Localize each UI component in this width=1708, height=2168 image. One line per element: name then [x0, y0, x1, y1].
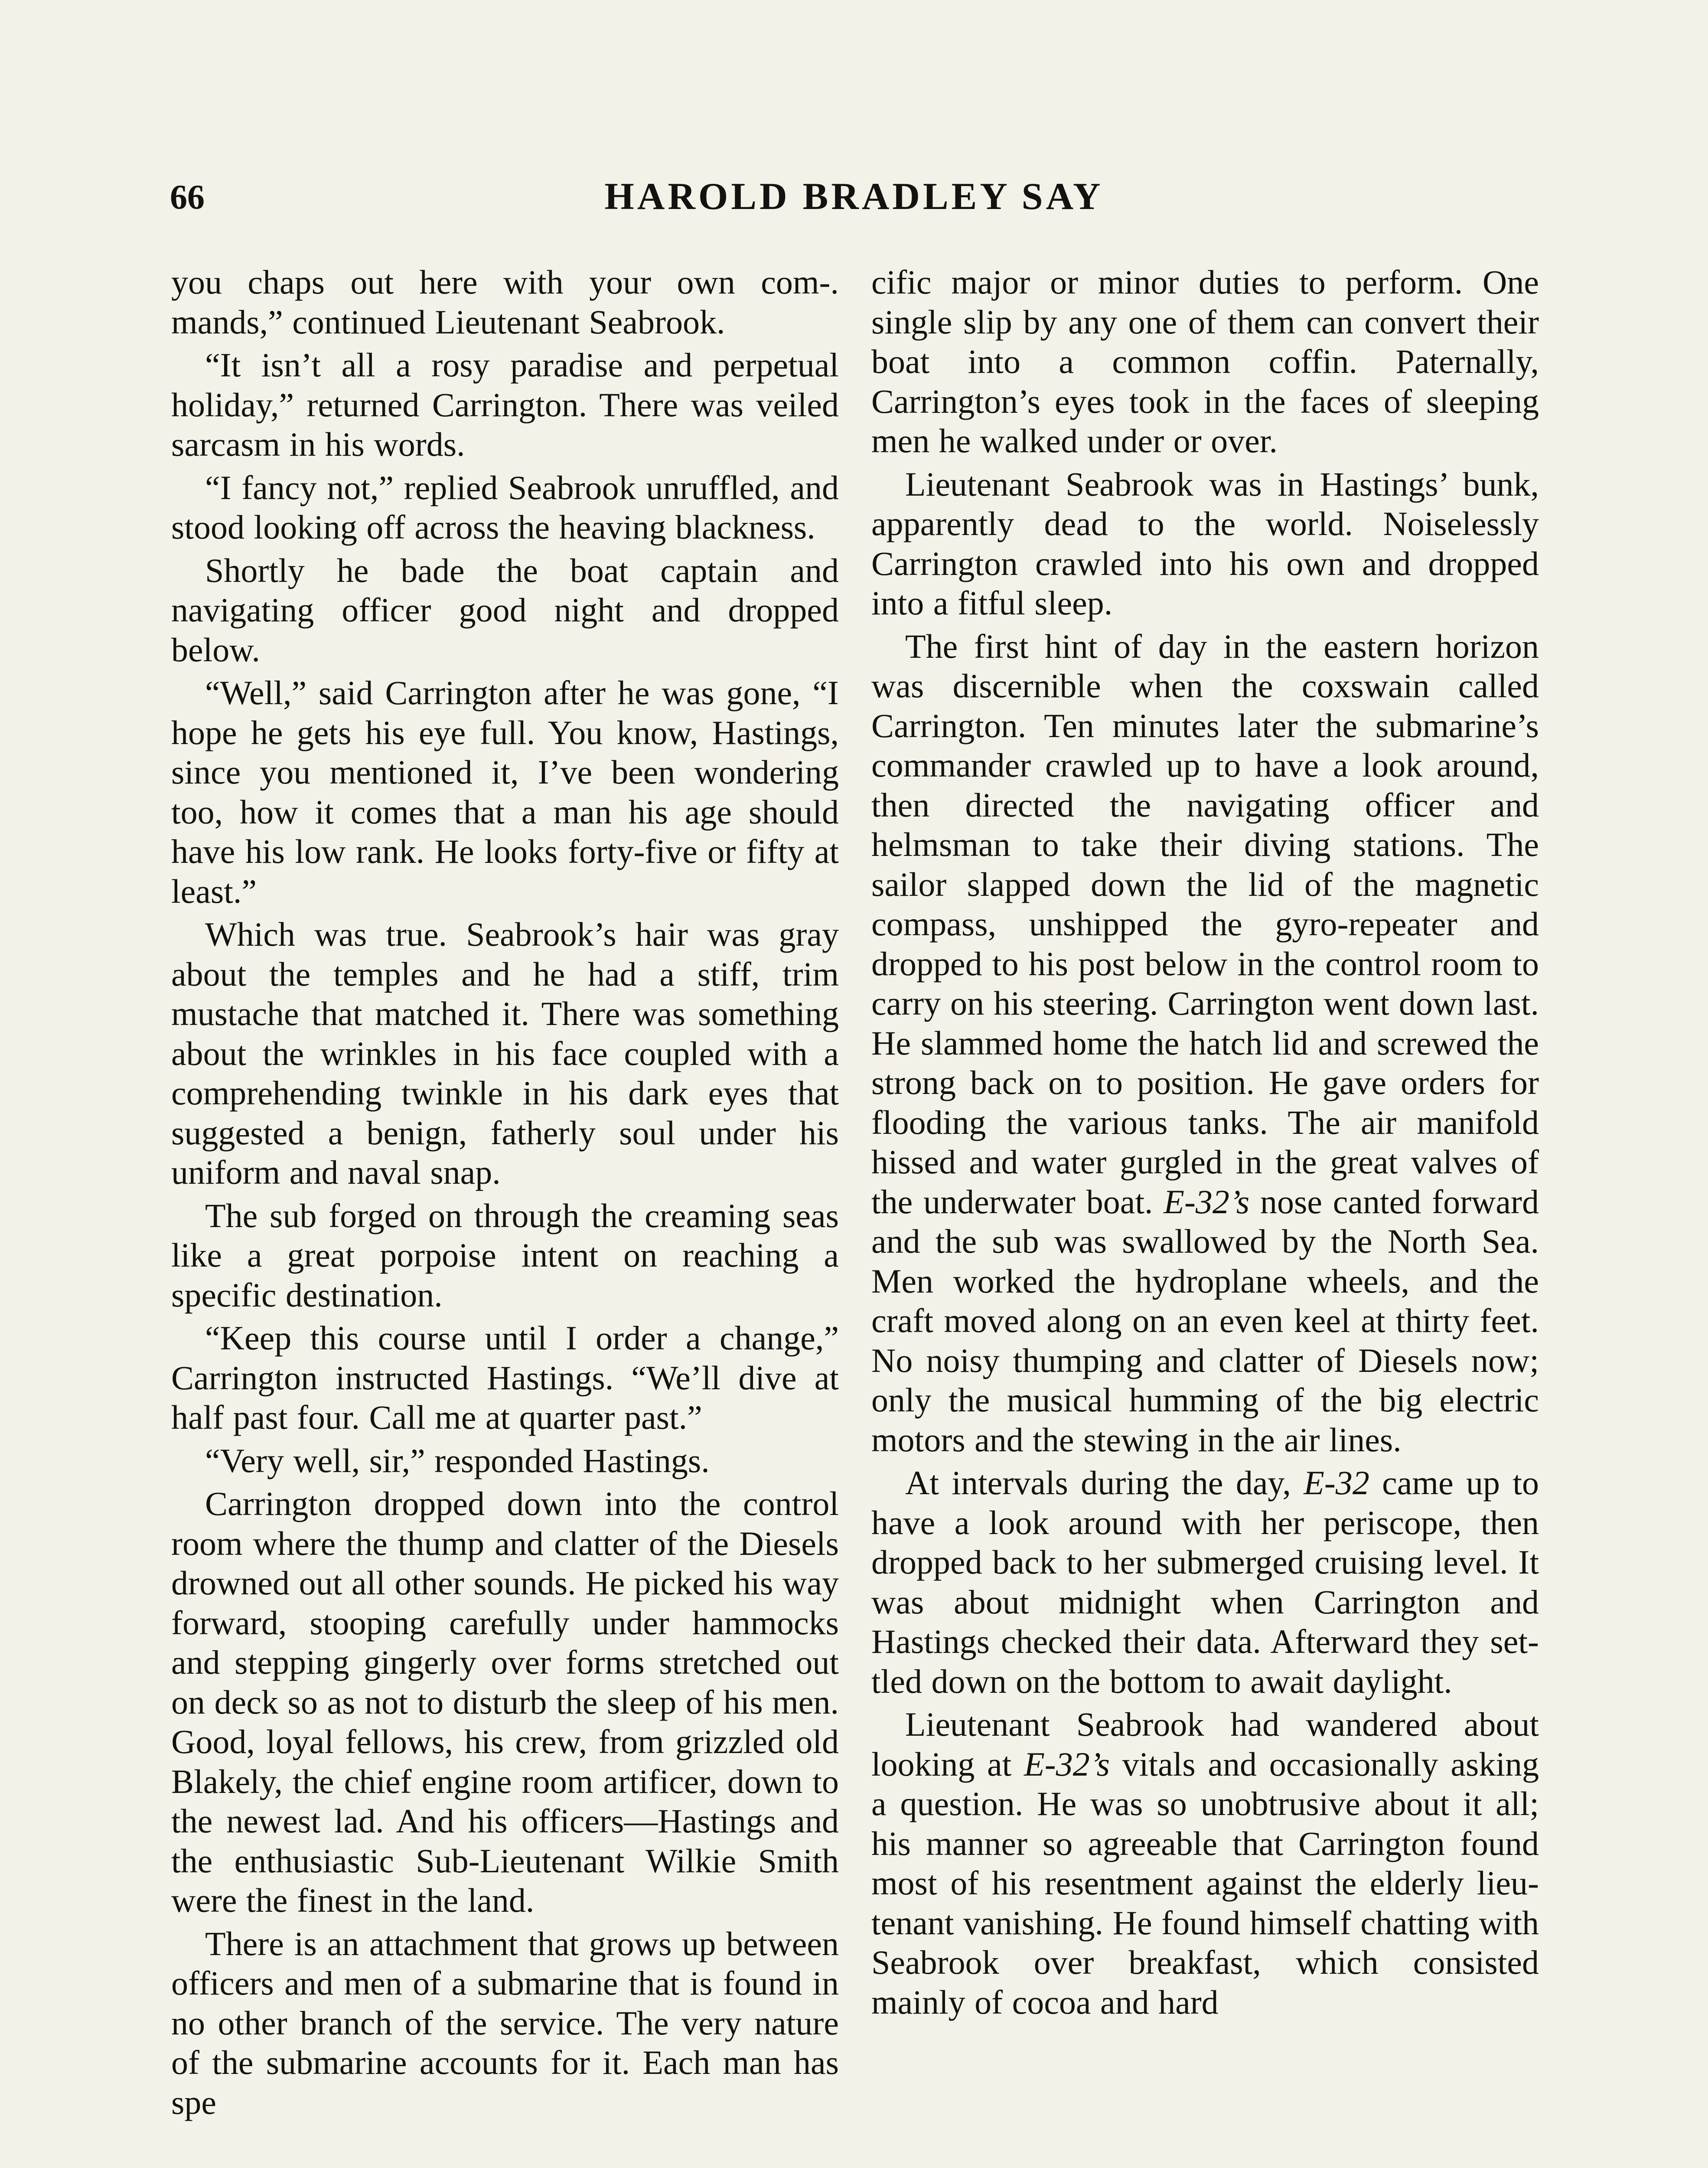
paragraph: cific major or minor duties to perform. One single slip by any one of them can convert their boat into a common coffin. Paternally, Carrington’s eyes took in the faces of sleeping men he walked under or over.	[871, 263, 1539, 460]
ship-name: E-32’s	[1024, 1745, 1110, 1783]
text-run: At intervals during the day,	[905, 1464, 1304, 1502]
paragraph: The sub forged on through the creaming seas like a great porpoise intent on reaching a specific destination.	[171, 1196, 839, 1314]
paragraph: Carrington dropped down into the control room where the thump and clatter of the Diesels drowned out all other sounds. He picked his way forward, stooping carefully under hammocks and stepping gingerly over forms stretched out on deck so as not to disturb the sleep of his men. Good, loyal fellows, his crew, from grizzled old Blakely, the chief engine room artificer, down to the newest lad. And his officers—Hastings and the enthusiastic Sub-Lieutenant Wilkie Smith were the finest in the land.	[171, 1485, 839, 1919]
paragraph: There is an attachment that grows up between officers and men of a submarine that is found in no other branch of the service. The very nature of the submarine accounts for it. Each man has spe	[171, 1924, 839, 2121]
paragraph: you chaps out here with your own com-. mands,” continued Lieutenant Seabrook.	[171, 263, 839, 341]
left-column	[171, 262, 839, 2122]
paragraph: Lieutenant Seabrook was in Hastings’ bunk, apparently dead to the world. Noiselessly Carrington crawled into his own and dropped into a fitful sleep.	[871, 465, 1539, 622]
paragraph	[871, 1704, 1539, 2022]
right-column	[871, 262, 1539, 2022]
paragraph: “Very well, sir,” responded Hastings.	[205, 1441, 710, 1479]
paragraph: “I fancy not,” replied Seabrook unruffled, and stood looking off across the heaving blackness.	[171, 468, 839, 546]
paragraph	[871, 627, 1539, 1460]
text-run: The first hint of day in the eastern horizon was discernible when the coxswain called Carrington. Ten minutes later the submarine’s commander crawled up to have a look around, then directed the navigating officer and helmsman to take their diving stations. The sailor slapped down the lid of the magnetic compass, unshipped the gyro-repeater and dropped to his post below in the control room to carry on his steering. Carrington went down last. He slammed home the hatch lid and screwed the strong back on to position. He gave orders for flooding the various tanks. The air manifold hissed and water gurgled in the great valves of the underwater boat.	[871, 627, 1539, 1221]
paragraph: “Keep this course until I order a change,” Carrington instructed Hastings. “We’ll dive at half past four. Call me at quarter past.”	[171, 1319, 839, 1436]
paragraph	[871, 1463, 1539, 1701]
text-run: nose canted forward and the sub was swallowed by the North Sea. Men worked the hydroplane wheels, and the craft moved along on an even keel at thirty feet. No noisy thumping and clatter of Diesels now; only the musical humming of the big electric motors and the stewing in the air lines.	[871, 1182, 1539, 1459]
paragraph: Which was true. Seabrook’s hair was gray about the temples and he had a stiff, trim mustache that matched it. There was something about the wrinkles in his face coupled with a comprehending twinkle in his dark eyes that suggested a benign, fatherly soul under his uniform and naval snap.	[171, 915, 839, 1191]
text-run: Lieutenant Seabrook had wandered about looking at	[871, 1705, 1539, 1783]
running-head: HAROLD BRADLEY SAY	[604, 176, 1104, 218]
ship-name: E-32’s	[1164, 1182, 1250, 1221]
ship-name: E-32	[1304, 1464, 1369, 1502]
text-run: vitals and occasionally asking a question. He was so unobtrusive about it all; his manner so agreeable that Carrington found most of his resentment against the elderly lieutenant vanishing. He found himself chatting with Seabrook over breakfast, which consisted mainly of cocoa and hard	[871, 1745, 1539, 2021]
page-number: 66	[170, 178, 205, 216]
text-run: came up to have a look around with her periscope, then dropped back to her submerged cruising level. It was about midnight when Carrington and Hastings checked their data. Afterward they settled down on the bottom to await daylight.	[871, 1464, 1539, 1700]
paragraph: “It isn’t all a rosy paradise and perpetual holiday,” returned Carrington. There was veiled sarcasm in his words.	[171, 346, 839, 463]
paragraph: “Well,” said Carrington after he was gone, “I hope he gets his eye full. You know, Hastings, since you mentioned it, I’ve been wondering too, how it comes that a man his age should have his low rank. He looks forty-five or fifty at least.”	[171, 674, 839, 910]
paragraph: Shortly he bade the boat captain and navigating officer good night and dropped below.	[171, 551, 839, 669]
